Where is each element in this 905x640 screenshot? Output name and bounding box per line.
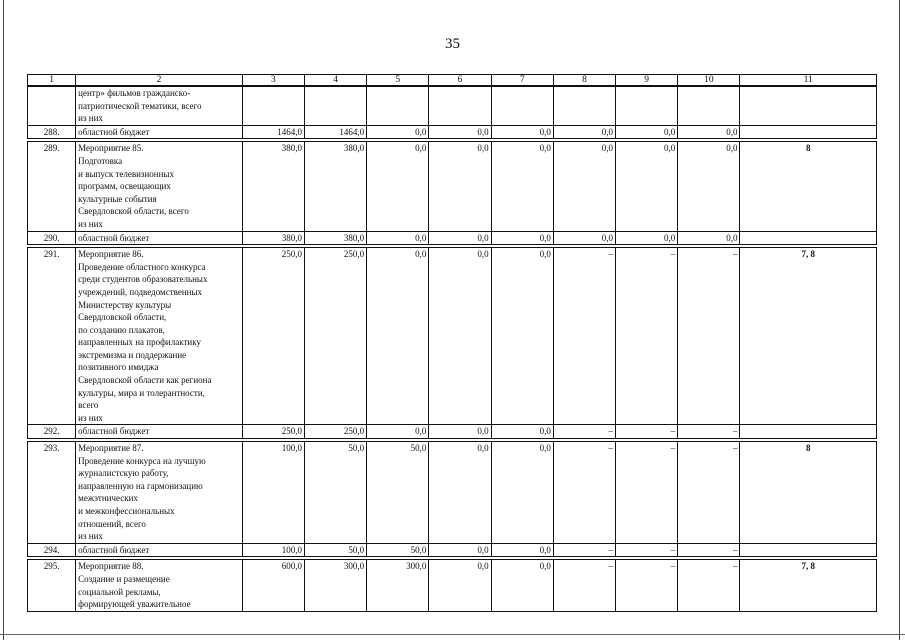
description-line: направленную на гармонизацию (78, 480, 203, 491)
value-cell (242, 86, 304, 125)
description-line: культурные события (78, 193, 157, 204)
description-line: экстремизма и поддержание (78, 349, 187, 360)
row-description (76, 125, 243, 139)
value-cell: 50,0 (304, 442, 366, 544)
value-cell: 0,0 (616, 125, 678, 139)
value-cell: – (553, 248, 615, 425)
target-indicator-cell (740, 425, 877, 439)
value-cell: 50,0 (367, 543, 429, 557)
description-line: и межконфессиональных (78, 506, 175, 516)
column-number: 8 (553, 75, 615, 87)
description-line: культуры, мира и толерантности, (78, 387, 205, 398)
description-line: Мероприятие 86. (78, 249, 144, 260)
row-number (28, 86, 76, 125)
page-edge-bottom (0, 634, 905, 635)
target-indicator-cell: 8 (740, 142, 877, 231)
row-number: 289. (28, 142, 76, 231)
row-description (76, 442, 243, 544)
value-cell: 0,0 (616, 142, 678, 231)
column-number: 5 (367, 75, 429, 87)
value-cell: – (678, 543, 740, 557)
row-number: 290. (28, 231, 76, 245)
value-cell: 0,0 (429, 442, 491, 544)
value-cell: 0,0 (491, 543, 553, 557)
value-cell: 100,0 (242, 442, 304, 544)
value-cell: 0,0 (491, 425, 553, 439)
value-cell: 0,0 (553, 231, 615, 245)
value-cell: 380,0 (242, 231, 304, 245)
description-line: и выпуск телевизионных (78, 168, 174, 179)
value-cell: 0,0 (429, 142, 491, 231)
value-cell: – (678, 425, 740, 439)
column-number: 6 (429, 75, 491, 87)
table-row (28, 425, 877, 439)
value-cell: 0,0 (678, 142, 740, 231)
description-line: учреждений, подведомственных (78, 286, 203, 297)
row-number: 295. (28, 560, 76, 611)
row-number: 293. (28, 442, 76, 544)
description-line: позитивного имиджа (78, 362, 159, 373)
value-cell: – (616, 425, 678, 439)
column-number: 2 (76, 75, 243, 87)
target-indicator-cell: 8 (740, 442, 877, 544)
value-cell: 0,0 (491, 442, 553, 544)
description-line: областной бюджет (78, 426, 150, 437)
description-line: журналистскую работу, (78, 468, 169, 479)
value-cell: 0,0 (553, 142, 615, 231)
value-cell: 0,0 (491, 142, 553, 231)
description-line: патриотической тематики, всего (78, 100, 202, 111)
row-description (76, 86, 243, 125)
row-description (76, 248, 243, 425)
table-row (28, 560, 877, 611)
value-cell: 0,0 (429, 248, 491, 425)
table-row (28, 142, 877, 231)
value-cell: – (553, 543, 615, 557)
column-number: 7 (491, 75, 553, 87)
column-number: 3 (242, 75, 304, 87)
description-line: отношений, всего (78, 518, 146, 529)
description-line: центр» фильмов гражданско- (78, 88, 191, 98)
value-cell: 0,0 (491, 248, 553, 425)
column-number: 10 (678, 75, 740, 87)
value-cell: 0,0 (367, 142, 429, 231)
description-line: из них (78, 531, 103, 542)
description-line: Министерству культуры (78, 299, 172, 310)
value-cell (491, 86, 553, 125)
value-cell: 1464,0 (304, 125, 366, 139)
value-cell: – (678, 248, 740, 425)
description-line: областной бюджет (78, 232, 150, 243)
value-cell (367, 86, 429, 125)
column-number-row (28, 75, 877, 87)
value-cell: 300,0 (367, 560, 429, 611)
table-row (28, 543, 877, 557)
description-line: всего (78, 400, 99, 411)
target-indicator-cell: 7, 8 (740, 248, 877, 425)
value-cell: 0,0 (491, 231, 553, 245)
value-cell: 250,0 (242, 425, 304, 439)
value-cell: 0,0 (429, 231, 491, 245)
target-indicator-cell (740, 86, 877, 125)
row-number: 288. (28, 125, 76, 139)
value-cell: 250,0 (304, 248, 366, 425)
row-description (76, 560, 243, 611)
description-line: межэтнических (78, 493, 138, 504)
value-cell (304, 86, 366, 125)
description-line: направленных на профилактику (78, 337, 201, 348)
value-cell (616, 86, 678, 125)
value-cell: 0,0 (367, 125, 429, 139)
value-cell: 600,0 (242, 560, 304, 611)
description-line: Свердловской области как региона (78, 375, 212, 386)
description-line: из них (78, 218, 103, 229)
description-line: из них (78, 412, 103, 423)
row-description (76, 231, 243, 245)
value-cell: – (553, 442, 615, 544)
value-cell: 300,0 (304, 560, 366, 611)
value-cell: 0,0 (429, 560, 491, 611)
value-cell: 250,0 (304, 425, 366, 439)
description-line: Проведение конкурса на лучшую (78, 455, 206, 466)
value-cell: 380,0 (242, 142, 304, 231)
description-line: по созданию плакатов, (78, 324, 165, 335)
value-cell: – (616, 560, 678, 611)
value-cell (678, 86, 740, 125)
value-cell: 0,0 (678, 231, 740, 245)
value-cell: 50,0 (367, 442, 429, 544)
target-indicator-cell (740, 125, 877, 139)
value-cell: 0,0 (678, 125, 740, 139)
page-edge-right (899, 0, 900, 640)
budget-table (27, 74, 877, 612)
value-cell: 250,0 (242, 248, 304, 425)
description-line: социальной рекламы, (78, 586, 161, 597)
table-row (28, 125, 877, 139)
value-cell: – (616, 248, 678, 425)
value-cell (553, 86, 615, 125)
row-description (76, 425, 243, 439)
column-number: 11 (740, 75, 877, 87)
value-cell: 380,0 (304, 231, 366, 245)
column-number: 1 (28, 75, 76, 87)
value-cell: – (553, 560, 615, 611)
description-line: Создание и размещение (78, 573, 170, 584)
value-cell (429, 86, 491, 125)
row-number: 292. (28, 425, 76, 439)
table-body (28, 75, 877, 612)
value-cell: 50,0 (304, 543, 366, 557)
value-cell: 0,0 (429, 425, 491, 439)
value-cell: 0,0 (491, 125, 553, 139)
row-number: 294. (28, 543, 76, 557)
description-line: среди студентов образовательных (78, 274, 208, 285)
table-row (28, 442, 877, 544)
description-line: Мероприятие 85. (78, 143, 144, 154)
row-description (76, 543, 243, 557)
target-indicator-cell (740, 543, 877, 557)
description-line: Проведение областного конкурса (78, 261, 206, 272)
value-cell: 100,0 (242, 543, 304, 557)
value-cell: 0,0 (367, 425, 429, 439)
column-number: 4 (304, 75, 366, 87)
value-cell: 1464,0 (242, 125, 304, 139)
value-cell: 0,0 (491, 560, 553, 611)
description-line: Подготовка (78, 155, 123, 166)
column-number: 9 (616, 75, 678, 87)
value-cell: 380,0 (304, 142, 366, 231)
description-line: Свердловской области, всего (78, 206, 189, 217)
table-row (28, 248, 877, 425)
value-cell: 0,0 (367, 248, 429, 425)
description-line: Свердловской области, (78, 312, 167, 323)
row-number: 291. (28, 248, 76, 425)
value-cell: – (616, 442, 678, 544)
description-line: формирующей уважительное (78, 599, 191, 610)
description-line: программ, освещающих (78, 181, 171, 192)
value-cell: 0,0 (429, 125, 491, 139)
target-indicator-cell: 7, 8 (740, 560, 877, 611)
value-cell: – (553, 425, 615, 439)
value-cell: 0,0 (616, 231, 678, 245)
value-cell: – (616, 543, 678, 557)
page-edge-left (3, 0, 4, 640)
value-cell: – (678, 560, 740, 611)
value-cell: – (678, 442, 740, 544)
description-line: областной бюджет (78, 126, 150, 137)
description-line: Мероприятие 88. (78, 561, 144, 572)
description-line: из них (78, 113, 103, 124)
description-line: Мероприятие 87. (78, 443, 144, 454)
row-description (76, 142, 243, 231)
target-indicator-cell (740, 231, 877, 245)
description-line: областной бюджет (78, 544, 150, 555)
value-cell: 0,0 (367, 231, 429, 245)
value-cell: 0,0 (553, 125, 615, 139)
table-row (28, 86, 877, 125)
page-number: 35 (445, 36, 460, 52)
value-cell: 0,0 (429, 543, 491, 557)
table-row (28, 231, 877, 245)
